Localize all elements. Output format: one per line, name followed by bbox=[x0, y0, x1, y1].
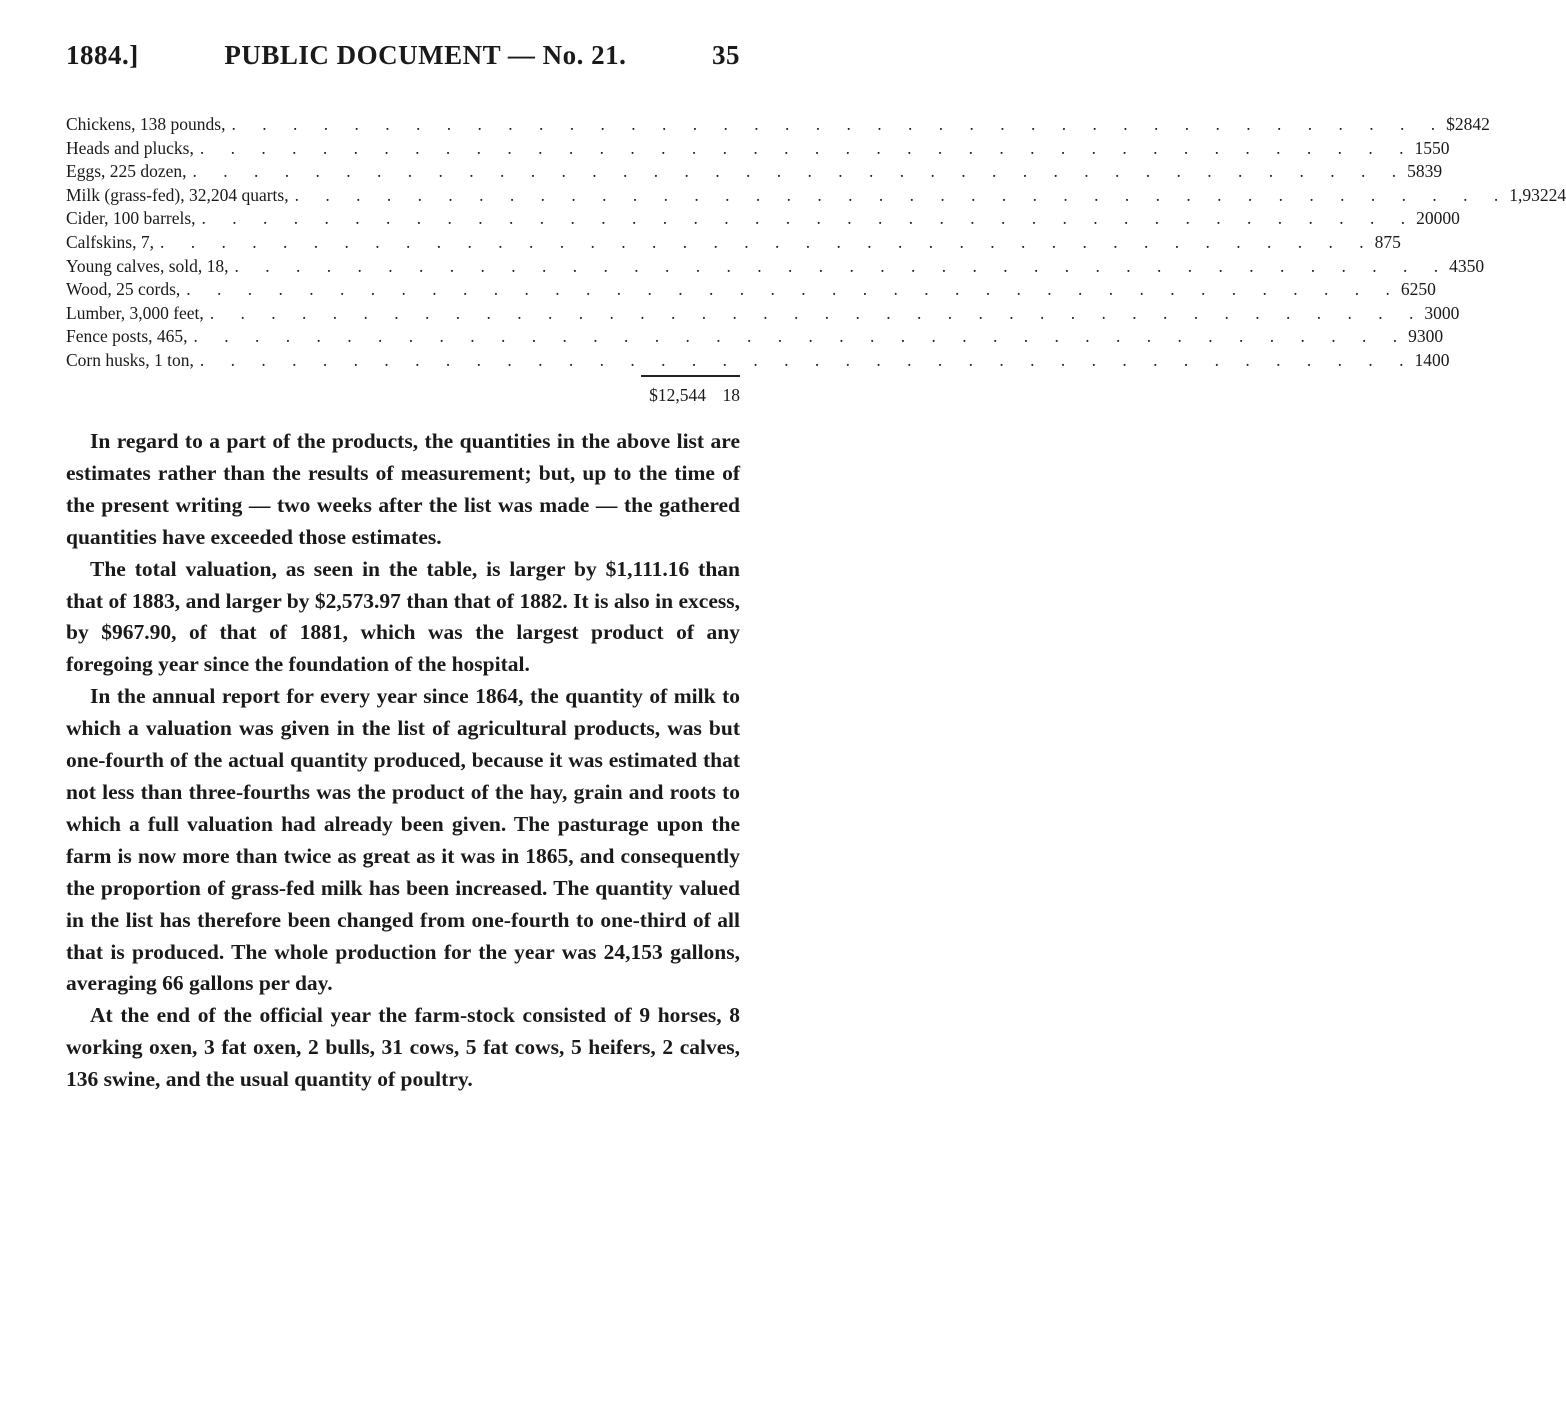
total-cents: 18 bbox=[722, 385, 740, 405]
dot-leader: . . . . . . . . . . . . . . . . . . . . . . . . . . . . . . . . . . . . . . . . bbox=[160, 231, 1375, 252]
ledger-cents: 42 bbox=[1472, 114, 1490, 134]
total-rule bbox=[641, 375, 740, 377]
dot-leader: . . . . . . . . . . . . . . . . . . . . . . . . . . . . . . . . . . . . . . . . bbox=[209, 302, 1425, 323]
ledger-cents: 00 bbox=[1425, 326, 1444, 347]
ledger-row bbox=[66, 325, 1444, 349]
ledger-item: Young calves, sold, 18, bbox=[66, 255, 235, 279]
ledger-dollars: 93 bbox=[1408, 326, 1426, 347]
header-year: 1884.] bbox=[66, 40, 139, 70]
paragraph: In regard to a part of the products, the quantities in the above list are estimates rather than the results of measurement; but, up to the time of the present writing — two weeks after the list was made — the gathered quantities have exceeded those estimates. bbox=[66, 429, 740, 549]
ledger-row bbox=[66, 137, 1450, 161]
dot-leader: . . . . . . . . . . . . . . . . . . . . . . . . . . . . . . . . . . . . . . . . bbox=[231, 114, 1447, 134]
ledger-dollars: 1,932 bbox=[1509, 184, 1549, 205]
paragraph: The total valuation, as seen in the table, is larger by $1,111.16 than that of 1883, and larger by $2,573.97 than that of 1882. It is also in excess, by $967.90, of that of 1881, which was the largest product of any foregoing year since the foundation of the hospital. bbox=[66, 556, 740, 677]
ledger-dollars: 15 bbox=[1414, 137, 1432, 158]
ledger-dollars: 62 bbox=[1400, 279, 1419, 300]
ledger-dollars: 43 bbox=[1449, 255, 1467, 276]
paragraph: At the end of the official year the farm-stock consisted of 9 horses, 8 working oxen, 3 fat oxen, 2 bulls, 31 cows, 5 fat cows, 5 heifers, 2 calves, 136 swine, and the usual quantity of poultry. bbox=[66, 1003, 740, 1092]
ledger-row bbox=[66, 231, 1401, 255]
ledger-item: Corn husks, 1 ton, bbox=[66, 349, 200, 373]
ledger-row bbox=[66, 207, 1460, 231]
ledger-item: Wood, 25 cords, bbox=[66, 278, 186, 302]
header-title: PUBLIC DOCUMENT — No. 21. bbox=[224, 40, 627, 70]
page-number: 35 bbox=[712, 40, 740, 70]
ledger-dollars: 30 bbox=[1424, 302, 1442, 323]
dot-leader: . . . . . . . . . . . . . . . . . . . . . . . . . . . . . . . . . . . . . . . . bbox=[294, 184, 1510, 205]
dot-leader: . . . . . . . . . . . . . . . . . . . . . . . . . . . . . . . . . . . . . . . . bbox=[192, 161, 1408, 182]
ledger-cents: 00 bbox=[1431, 349, 1450, 370]
ledger-item: Eggs, 225 dozen, bbox=[66, 160, 193, 184]
ledger-dollars: $28 bbox=[1446, 114, 1473, 134]
ledger-row bbox=[66, 302, 1460, 326]
paragraph: In the annual report for every year since 1864, the quantity of milk to which a valuation was given in the list of agricultural products, was but one-fourth of the actual quantity produced, because it was estimated that not less than three-fourths was the product of the hay, grain and roots to which a full valuation had already been given. The pasturage upon the farm is now more than twice as great as it was in 1865, and consequently the proportion of grass-fed milk has been increased. The quantity valued in the list has therefore been changed from one-fourth to one-third of all that is produced. The whole production for the year was 24,153 gallons, averaging 66 gallons per day. bbox=[66, 684, 740, 996]
ledger-dollars: 58 bbox=[1407, 161, 1425, 182]
dot-leader: . . . . . . . . . . . . . . . . . . . . . . . . . . . . . . . . . . . . . . . . bbox=[186, 279, 1401, 300]
dot-leader: . . . . . . . . . . . . . . . . . . . . . . . . . . . . . . . . . . . . . . . . bbox=[199, 137, 1415, 158]
ledger-row bbox=[66, 349, 1450, 373]
ledger-item: Heads and plucks, bbox=[66, 137, 200, 161]
dot-leader: . . . . . . . . . . . . . . . . . . . . . . . . . . . . . . . . . . . . . . . . bbox=[193, 326, 1409, 347]
ledger-cents: 50 bbox=[1431, 137, 1450, 158]
ledger-cents: 39 bbox=[1424, 161, 1443, 182]
ledger-cents: 24 bbox=[1548, 184, 1566, 205]
products-ledger bbox=[66, 113, 1566, 373]
total-dollars: $12,544 bbox=[649, 385, 706, 405]
ledger-cents: 75 bbox=[1383, 231, 1401, 252]
ledger-row bbox=[66, 255, 1485, 279]
ledger-cents: 50 bbox=[1418, 279, 1436, 300]
ledger-item: Chickens, 138 pounds, bbox=[66, 113, 231, 137]
ledger-cents: 50 bbox=[1466, 255, 1485, 276]
ledger-item: Lumber, 3,000 feet, bbox=[66, 302, 210, 326]
ledger-item: Calfskins, 7, bbox=[66, 231, 160, 255]
ledger-total bbox=[66, 385, 740, 406]
ledger-cents: 00 bbox=[1441, 302, 1460, 323]
ledger-cents: 00 bbox=[1442, 208, 1460, 229]
dot-leader: . . . . . . . . . . . . . . . . . . . . . . . . . . . . . . . . . . . . . . . . bbox=[201, 208, 1417, 229]
ledger-row bbox=[66, 113, 1490, 137]
ledger-item: Cider, 100 barrels, bbox=[66, 207, 202, 231]
ledger-dollars: 14 bbox=[1414, 349, 1432, 370]
ledger-dollars: 200 bbox=[1416, 208, 1443, 229]
ledger-item: Fence posts, 465, bbox=[66, 325, 194, 349]
ledger-item: Milk (grass-fed), 32,204 quarts, bbox=[66, 184, 295, 208]
running-header bbox=[66, 40, 740, 71]
dot-leader: . . . . . . . . . . . . . . . . . . . . . . . . . . . . . . . . . . . . . . . . bbox=[234, 255, 1450, 276]
ledger-row bbox=[66, 160, 1443, 184]
ledger-row bbox=[66, 278, 1436, 302]
report-body bbox=[66, 426, 740, 1096]
ledger-dollars: 8 bbox=[1374, 231, 1384, 252]
dot-leader: . . . . . . . . . . . . . . . . . . . . . . . . . . . . . . . . . . . . . . . . bbox=[199, 349, 1415, 370]
ledger-row bbox=[66, 184, 1566, 208]
